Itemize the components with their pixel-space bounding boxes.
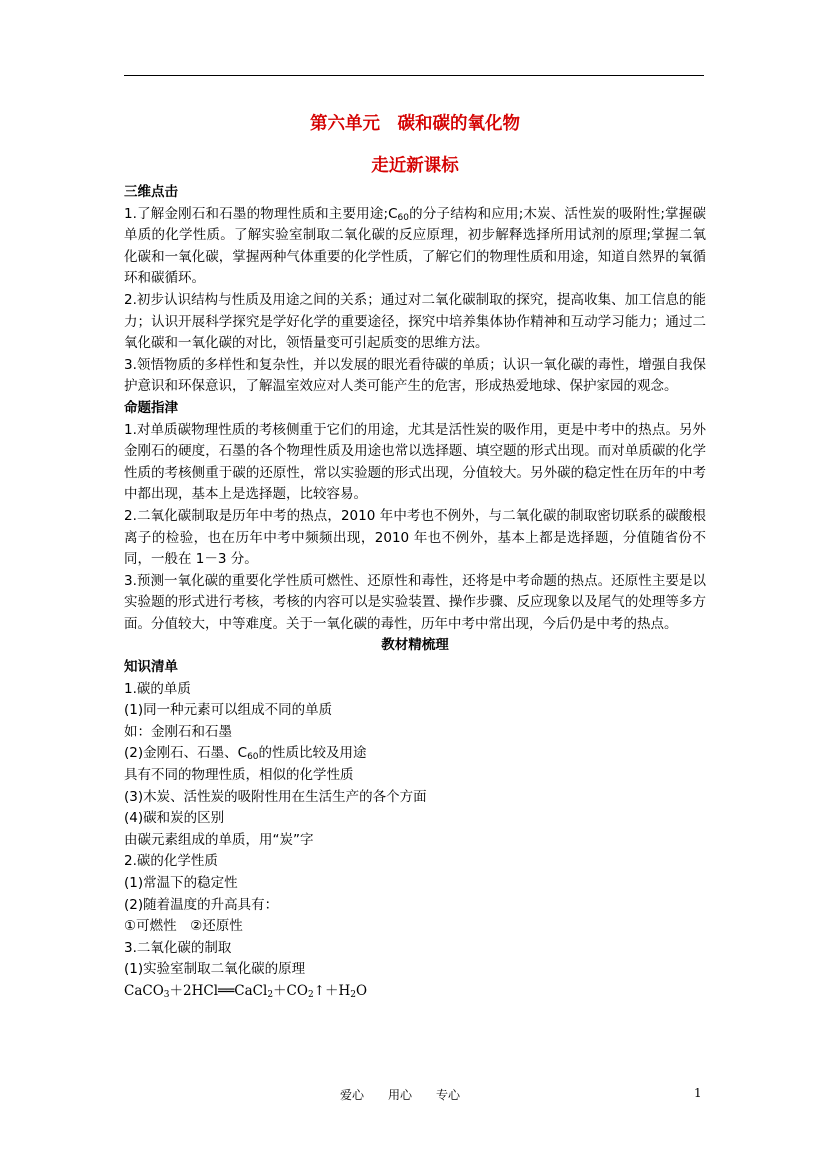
paragraph-4: 1.对单质碳物理性质的考核侧重于它们的用途，尤其是活性炭的吸作用，更是中考中的热点。另外金刚石的硬度，石墨的各个物理性质及用途也常以选择题、填空题的形式出现。而对单质碳的化学性质的考核侧重于碳的还原性，常以实验题的形式出现，分值较大。另外碳的稳定性在历年的中考中都出现，基本上是选择题，比较容易。 — [124, 421, 706, 503]
list-item — [124, 743, 706, 765]
list-item: (2)随着温度的升高具有： — [124, 896, 279, 913]
document-body — [124, 112, 706, 1003]
subscript: 3 — [163, 989, 170, 1000]
paragraph-6: 3.预测一氧化碳的重要化学性质可燃性、还原性和毒性，还将是中考命题的热点。还原性主要是以实验题的形式进行考核，考核的内容可以是实验装置、操作步骤、反应现象以及尾气的处理等多方面。分值较大，中等难度。关于一氧化碳的毒性，历年中考中常出现，今后仍是中考的热点。 — [124, 572, 706, 632]
eq-part: O — [356, 982, 368, 999]
subscript: 2 — [307, 989, 314, 1000]
chemical-equation — [124, 981, 706, 1003]
eq-part: ＋2HCl══CaCl — [169, 982, 268, 999]
eq-part: ↑＋H — [313, 982, 351, 999]
list-item: 3.二氧化碳的制取 — [124, 939, 232, 956]
list-item: (1)同一种元素可以组成不同的单质 — [124, 702, 333, 719]
list-item: 由碳元素组成的单质，用“炭”字 — [124, 831, 314, 848]
eq-part: CaCO — [124, 982, 164, 999]
list-item: 1.碳的单质 — [124, 680, 191, 697]
heading-textbook-review: 教材精梳理 — [381, 637, 449, 654]
text: (2)金刚石、石墨、C — [124, 745, 248, 762]
paragraph-3: 3.领悟物质的多样性和复杂性，并以发展的眼光看待碳的单质；认识一氧化碳的毒性，增强自我保护意识和环保意识，了解温室效应对人类可能产生的危害，形成热爱地球、保护家园的观念。 — [124, 356, 706, 395]
heading-exam-guide: 命题指津 — [124, 399, 178, 416]
text: 的分子结构和应用;木炭、活性炭的吸附性;掌握碳单质的化学性质。了解实验室制取二氧化碳的反应原理，初步解释选择所用试剂的原理;掌握二氧化碳和一氧化碳，掌握两种气体重要的化学性质，了解它们的物理性质和用途，知道自然界的氧循环和碳循环。 — [124, 205, 706, 287]
unit-title: 第六单元 碳和碳的氧化物 — [310, 114, 520, 134]
paragraph-2: 2.初步认识结构与性质及用途之间的关系；通过对二氧化碳制取的探究，提高收集、加工信息的能力；认识开展科学探究是学好化学的重要途径，探究中培养集体协作精神和互动学习能力；通过二氧化碳和一氧化碳的对比，领悟量变可引起质变的思维方法。 — [124, 291, 706, 352]
subscript: 2 — [267, 989, 274, 1000]
page-number: 1 — [694, 1086, 702, 1100]
paragraph-1 — [124, 204, 706, 290]
text: 1.了解金刚石和石墨的物理性质和主要用途;C — [124, 205, 398, 222]
list-item: 2.碳的化学性质 — [124, 853, 218, 870]
subscript: 60 — [397, 212, 409, 223]
footer-motto: 爱心 用心 专心 — [340, 1088, 461, 1102]
list-item: 具有不同的物理性质，相似的化学性质 — [124, 767, 354, 784]
list-item: (4)碳和炭的区别 — [124, 810, 225, 827]
header-rule — [124, 75, 704, 76]
section-title: 走近新课标 — [371, 156, 459, 176]
list-item: ①可燃性 ②还原性 — [124, 918, 243, 935]
eq-part: ＋CO — [273, 982, 308, 999]
heading-three-dimensions: 三维点击 — [124, 184, 178, 200]
list-item: (3)木炭、活性炭的吸附性用在生活生产的各个方面 — [124, 788, 427, 805]
text: 的性质比较及用途 — [258, 745, 367, 762]
list-item: 如：金刚石和石墨 — [124, 723, 232, 740]
heading-knowledge-list: 知识清单 — [124, 659, 178, 676]
paragraph-5: 2.二氧化碳制取是历年中考的热点，2010 年中考也不例外，与二氧化碳的制取密切联系的碳酸根离子的检验，也在历年中考中频频出现，2010 年也不例外，基本上都是选择题，分值随省份不同，一般在 1－3 分。 — [124, 507, 706, 568]
subscript: 2 — [350, 989, 357, 1000]
subscript: 60 — [247, 752, 259, 763]
list-item: (1)实验室制取二氧化碳的原理 — [124, 961, 306, 978]
list-item: (1)常温下的稳定性 — [124, 875, 238, 891]
